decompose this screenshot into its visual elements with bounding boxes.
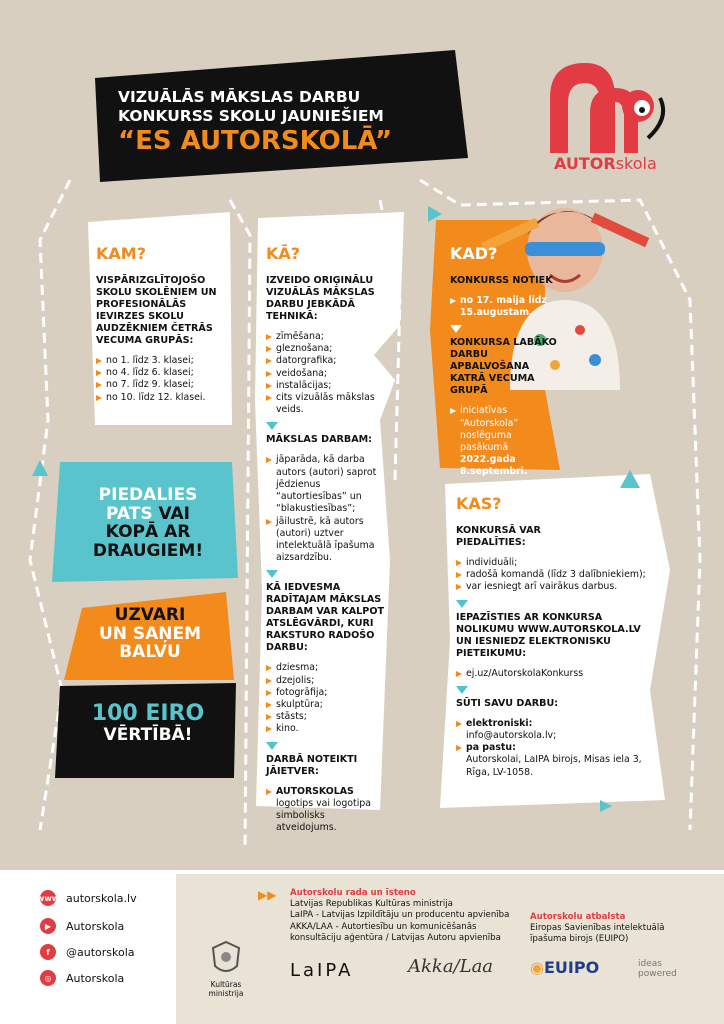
kam-list — [96, 355, 226, 404]
footer — [0, 860, 724, 1024]
footer-arrows-icon: ▶▶ — [258, 888, 277, 902]
list-item: zīmēšana; — [266, 331, 386, 343]
promo-line: VAI — [158, 503, 190, 524]
ka-required-heading: DARBĀ NOTEIKTI JĀIETVER: — [266, 753, 358, 777]
promo-line: UZVARI — [114, 605, 186, 625]
list-item: dzejolis; — [266, 675, 386, 687]
ka-title: KĀ? — [266, 244, 301, 263]
email-link[interactable]: info@autorskola.lv; — [466, 729, 557, 741]
website-link[interactable]: autorskola.lv — [66, 891, 137, 905]
list-item: no 10. līdz 12. klasei. — [96, 392, 226, 404]
list-item: no 17. maija līdz 15.augustam. — [450, 295, 560, 319]
organizer-line: Latvijas Republikas Kultūras ministrija — [290, 899, 453, 910]
organizer-line: LaIPA - Latvijas Izpildītāju un producentu apvienība — [290, 910, 510, 921]
ideas-powered-logo — [638, 960, 698, 980]
post-address: Autorskolai, LaIPA birojs, Misas iela 3, Rīga, LV-1058. — [466, 754, 642, 778]
ka-section — [266, 244, 386, 834]
organizer-line: konsultāciju aģentūra / Latvijas Autoru apvienība — [290, 932, 501, 943]
facebook-link[interactable]: @autorskola — [66, 945, 135, 959]
kas-heading-3: SŪTI SAVU DARBU: — [456, 697, 559, 709]
monkey-icon — [530, 58, 680, 158]
list-item: datorgrafika; — [266, 355, 386, 367]
promo-line: BALVU — [119, 642, 181, 663]
kas-heading-1: KONKURSĀ VAR PIEDALĪTIES: — [456, 525, 541, 548]
autorskolas-bold: AUTORSKOLAS — [276, 785, 354, 797]
ideas-label: ideas powered — [638, 959, 677, 979]
list-item: no 4. līdz 6. klasei; — [96, 367, 226, 379]
required-text: logotips vai logotipa simbolisks atveidojums. — [276, 797, 372, 834]
instagram-icon: ◎ — [40, 970, 56, 986]
instagram-link[interactable]: Autorskola — [66, 971, 125, 985]
youtube-link[interactable]: Autorskola — [66, 919, 125, 933]
down-arrow-icon — [266, 742, 278, 750]
list-item: individuāli; — [456, 557, 646, 569]
list-item — [450, 405, 560, 478]
promo-amount: 100 EIRO — [91, 701, 205, 726]
promo-participate — [60, 486, 236, 561]
list-item: jāparāda, kā darba autors (autori) saprot jēdzienus “autortiesības” un “blakustiesības”; — [266, 454, 386, 515]
electronic-label: elektroniski: — [466, 717, 533, 729]
autorskola-logo — [530, 58, 680, 178]
ka-artwork-heading: MĀKSLAS DARBAM: — [266, 434, 372, 446]
promo-line: PIEDALIES — [98, 485, 198, 505]
list-item: instalācijas; — [266, 380, 386, 392]
header-contest-name: “ES AUTORSKOLĀ” — [118, 126, 393, 156]
footer-facebook[interactable] — [40, 944, 135, 960]
header-line-2: KONKURSS SKOLU JAUNIEŠIEM — [118, 107, 384, 126]
akka-laa-signature-logo: Akka/Laa — [408, 956, 494, 977]
laipa-logo: LaIPA — [290, 960, 354, 981]
kas-heading-2: IEPAZĪSTIES AR KONKURSA NOLIKUMU WWW.AUTORSKOLA.LV UN IESNIEDZ ELEKTRONISKU PIETEIKUMU: — [456, 611, 641, 659]
list-item — [266, 786, 386, 835]
list-item: skulptūra; — [266, 699, 386, 711]
ka-keywords-heading: KĀ IEDVESMA RADĪTAJAM MĀKSLAS DARBAM VAR KALPOT ATSLĒGVĀRDI, KURI RAKSTURO RADOŠO DARBU: — [266, 582, 385, 654]
kad-event-text: iniciatīvas “Autorskola” noslēguma pasākumā — [460, 405, 519, 453]
list-item — [456, 718, 646, 742]
supporter-line: Eiropas Savienības intelektuālā — [530, 923, 665, 934]
supporter-line: īpašuma birojs (EUIPO) — [530, 934, 629, 945]
km-label: Kultūras ministrija — [208, 980, 244, 998]
youtube-icon: ▶ — [40, 918, 56, 934]
down-arrow-icon — [266, 422, 278, 430]
logo-text-skola: skola — [615, 154, 657, 173]
ka-intro: IZVEIDO ORIĢINĀLU VIZUĀLĀS MĀKSLAS DARBU JEBKĀDĀ TEHNIKĀ: — [266, 275, 375, 322]
coat-of-arms-icon — [211, 940, 241, 976]
post-label: pa pastu: — [466, 742, 516, 754]
list-item: dziesma; — [266, 662, 386, 674]
footer-website[interactable] — [36, 890, 137, 906]
list-item: no 7. līdz 9. klasei; — [96, 379, 226, 391]
ka-required-list — [266, 786, 386, 835]
down-arrow-icon — [266, 570, 278, 578]
kad-event-date: 2022.gada 8.septembrī. — [460, 454, 528, 478]
promo-line: KOPĀ AR — [105, 522, 191, 543]
kad-heading-1: KONKURSS NOTIEK — [450, 275, 553, 286]
down-arrow-icon — [456, 686, 468, 694]
kas-submit-list — [456, 718, 646, 779]
kam-title: KAM? — [96, 244, 146, 263]
organizers — [290, 888, 530, 944]
km-logo — [196, 940, 256, 998]
down-arrow-icon — [456, 600, 468, 608]
list-item: jāilustrē, kā autors (autori) uztver intelektuālā īpašuma aizsardzību. — [266, 516, 386, 565]
kas-list — [456, 557, 646, 594]
header-line-1: VIZUĀLĀS MĀKSLAS DARBU — [118, 88, 361, 106]
list-item: fotogrāfija; — [266, 687, 386, 699]
supporters — [530, 912, 700, 946]
kas-title: KAS? — [456, 494, 502, 513]
list-item: kino. — [266, 723, 386, 735]
promo-prize — [60, 702, 236, 745]
kad-section — [450, 244, 560, 479]
promo-value: VĒRTĪBĀ! — [103, 725, 193, 746]
kad-heading-2: KONKURSA LABĀKO DARBU APBALVOŠANA KATRĀ VECUMA GRUPĀ — [450, 337, 557, 397]
globe-icon: www — [40, 890, 56, 906]
organizers-title: Autorskolu rada un īsteno — [290, 888, 416, 898]
supporters-title: Autorskolu atbalsta — [530, 912, 626, 922]
kad-list-2 — [450, 405, 560, 478]
logo-text-autor: AUTOR — [554, 154, 616, 173]
header-title — [118, 88, 448, 127]
euipo-label: EUIPO — [543, 958, 600, 977]
promo-line: PATS — [106, 503, 153, 524]
ka-keywords-list — [266, 662, 386, 735]
promo-line: DRAUGIEM! — [92, 541, 204, 562]
kam-section — [96, 244, 226, 404]
facebook-icon: f — [40, 944, 56, 960]
list-item: radošā komandā (līdz 3 dalībniekiem); — [456, 569, 646, 581]
kam-intro: VISPĀRIZGLĪTOJOŠO SKOLU SKOLĒNIEM UN PROFESIONĀLĀS IEVIRZES SKOLU AUDZĒKNIEM ČETRĀS VECUMA GRUPĀS: — [96, 275, 217, 346]
list-item: cits vizuālās mākslas veids. — [266, 392, 386, 416]
list-item — [456, 742, 646, 779]
application-link[interactable]: ej.uz/AutorskolaKonkurss — [456, 668, 646, 680]
euipo-logo: ◉EUIPO — [530, 958, 600, 977]
ka-techniques-list — [266, 331, 386, 417]
list-item: veidošana; — [266, 368, 386, 380]
footer-instagram[interactable] — [40, 970, 124, 986]
footer-youtube[interactable] — [40, 918, 124, 934]
list-item: var iesniegt arī vairākus darbus. — [456, 581, 646, 593]
kad-title: KAD? — [450, 244, 498, 263]
organizer-line: AKKA/LAA - Autortiesību un komunicēšanās — [290, 921, 477, 932]
kad-list-1 — [450, 295, 560, 319]
ka-artwork-list — [266, 454, 386, 564]
kas-section — [456, 494, 646, 779]
down-arrow-icon — [450, 325, 462, 333]
promo-win — [70, 606, 230, 662]
promo-line: UN SAŅEM — [98, 623, 202, 644]
list-item: no 1. līdz 3. klasei; — [96, 355, 226, 367]
list-item: gleznošana; — [266, 343, 386, 355]
kas-link-list — [456, 668, 646, 680]
list-item: stāsts; — [266, 711, 386, 723]
